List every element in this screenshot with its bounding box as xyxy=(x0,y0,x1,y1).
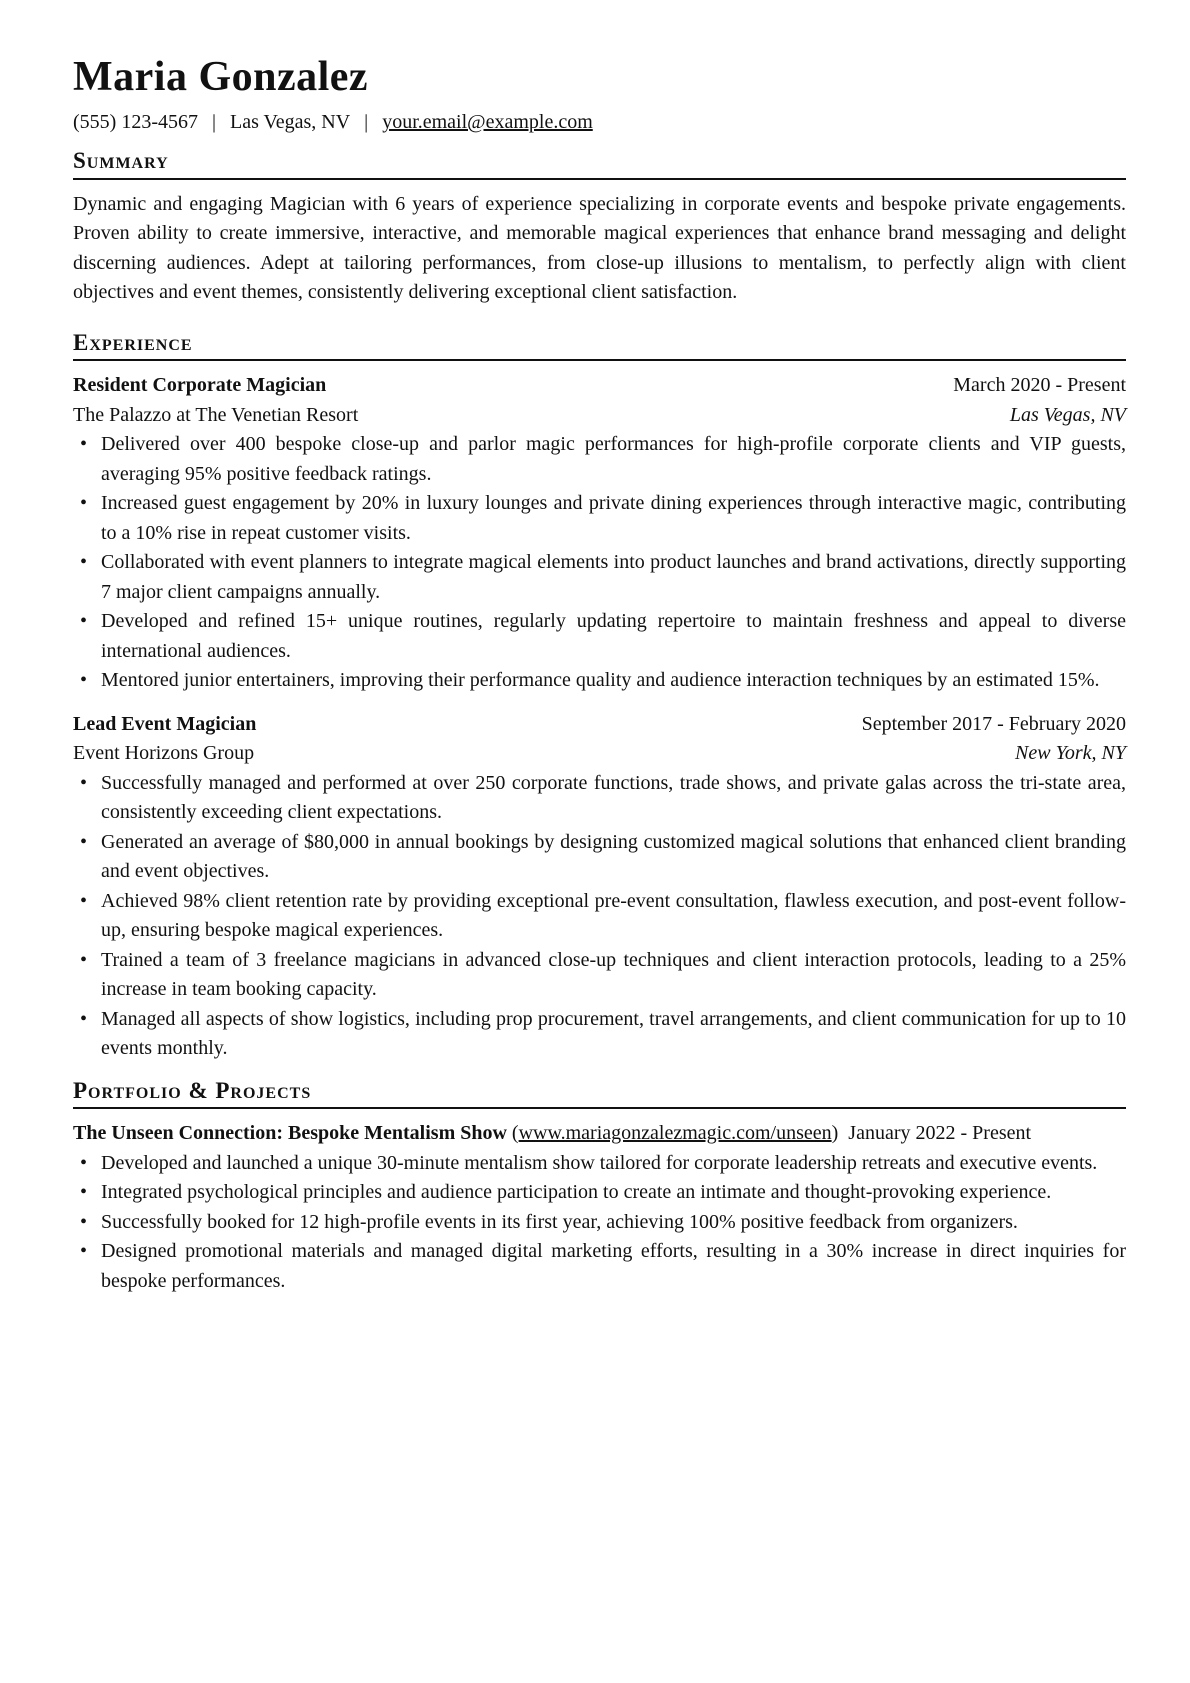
job-bullets xyxy=(73,769,1126,1064)
job-location: Las Vegas, NV xyxy=(1009,403,1126,426)
job-bullets xyxy=(73,430,1126,696)
bullet-item: • Successfully booked for 12 high-profile events in its first year, achieving 100% positive feedback from organizers. xyxy=(73,1208,1126,1238)
project-header: The Unseen Connection: Bespoke Mentalism Show (www.mariagonzalezmagic.com/unseen) January 2022 - Present xyxy=(73,1122,1032,1144)
candidate-name: Maria Gonzalez xyxy=(73,54,369,100)
bullet-item: • Successfully managed and performed at over 250 corporate functions, trade shows, and private galas across the tri-state area, consistently exceeding client expectations. xyxy=(73,769,1126,828)
job-subheader xyxy=(73,401,1126,431)
job-location: New York, NY xyxy=(1015,742,1126,765)
bullet-item: • Designed promotional materials and managed digital marketing efforts, resulting in a 30% increase in direct inquiries for bespoke performances. xyxy=(73,1237,1126,1296)
project-entry xyxy=(73,1119,1126,1296)
email-link[interactable]: your.email@example.com xyxy=(382,111,593,134)
phone-number: (555) 123-4567 xyxy=(73,111,198,134)
contact-line xyxy=(73,110,1126,134)
job-dates: September 2017 - February 2020 xyxy=(861,712,1126,735)
bullet-item: • Delivered over 400 bespoke close-up and parlor magic performances for high-profile corporate clients and VIP guests, averaging 95% positive feedback ratings. xyxy=(73,430,1126,489)
section-heading-experience: Experience xyxy=(73,330,1126,361)
job-title: Lead Event Magician xyxy=(73,712,257,735)
bullet-item: • Mentored junior entertainers, improving their performance quality and audience interaction techniques by an estimated 15%. xyxy=(73,666,1126,696)
section-heading-summary: Summary xyxy=(73,148,1126,179)
contact-separator: | xyxy=(364,111,369,134)
bullet-item: • Achieved 98% client retention rate by providing exceptional pre-event consultation, flawless execution, and post-event follow-up, ensuring bespoke magical experiences. xyxy=(73,887,1126,946)
bullet-item: • Managed all aspects of show logistics, including prop procurement, travel arrangements, and client communication for up to 10 events monthly. xyxy=(73,1005,1126,1064)
bullet-item: • Increased guest engagement by 20% in luxury lounges and private dining experiences through interactive magic, contributing to a 10% rise in repeat customer visits. xyxy=(73,489,1126,548)
project-title: The Unseen Connection: Bespoke Mentalism Show xyxy=(73,1122,507,1144)
summary-section xyxy=(73,148,1126,307)
bullet-item: • Integrated psychological principles and audience participation to create an intimate and thought-provoking experience. xyxy=(73,1178,1126,1208)
company-name: The Palazzo at The Venetian Resort xyxy=(73,403,359,426)
project-bullets xyxy=(73,1149,1126,1297)
project-dates: January 2022 - Present xyxy=(848,1122,1032,1144)
bullet-item: • Developed and refined 15+ unique routines, regularly updating repertoire to maintain freshness and appeal to diverse international audiences. xyxy=(73,607,1126,666)
job-dates: March 2020 - Present xyxy=(953,374,1126,397)
project-link[interactable]: www.mariagonzalezmagic.com/unseen xyxy=(518,1122,832,1144)
bullet-item: • Collaborated with event planners to integrate magical elements into product launches and brand activations, directly supporting 7 major client campaigns annually. xyxy=(73,548,1126,607)
location: Las Vegas, NV xyxy=(230,111,351,134)
company-name: Event Horizons Group xyxy=(73,742,255,765)
job-title: Resident Corporate Magician xyxy=(73,374,327,397)
contact-separator: | xyxy=(211,111,216,134)
job-header xyxy=(73,371,1126,401)
bullet-item: • Generated an average of $80,000 in annual bookings by designing customized magical solutions that enhanced client branding and event objectives. xyxy=(73,828,1126,887)
projects-section xyxy=(73,1078,1126,1296)
job-entry xyxy=(73,371,1126,696)
experience-section xyxy=(73,330,1126,1064)
bullet-item: • Developed and launched a unique 30-minute mentalism show tailored for corporate leadership retreats and executive events. xyxy=(73,1149,1126,1179)
job-entry xyxy=(73,710,1126,1064)
section-heading-projects: Portfolio & Projects xyxy=(73,1078,1126,1109)
bullet-item: • Trained a team of 3 freelance magicians in advanced close-up techniques and client interaction protocols, leading to a 25% increase in team booking capacity. xyxy=(73,946,1126,1005)
resume-page xyxy=(73,54,1126,1296)
job-subheader xyxy=(73,739,1126,769)
job-header xyxy=(73,710,1126,740)
summary-text: Dynamic and engaging Magician with 6 years of experience specializing in corporate events and bespoke private engagements. Proven ability to create immersive, interactive, and memorable magical experiences that enhance brand messaging and delight discerning audiences. Adept at tailoring performances, from close-up illusions to mentalism, to perfectly align with client objectives and event themes, consistently delivering exceptional client satisfaction. xyxy=(73,192,1126,304)
